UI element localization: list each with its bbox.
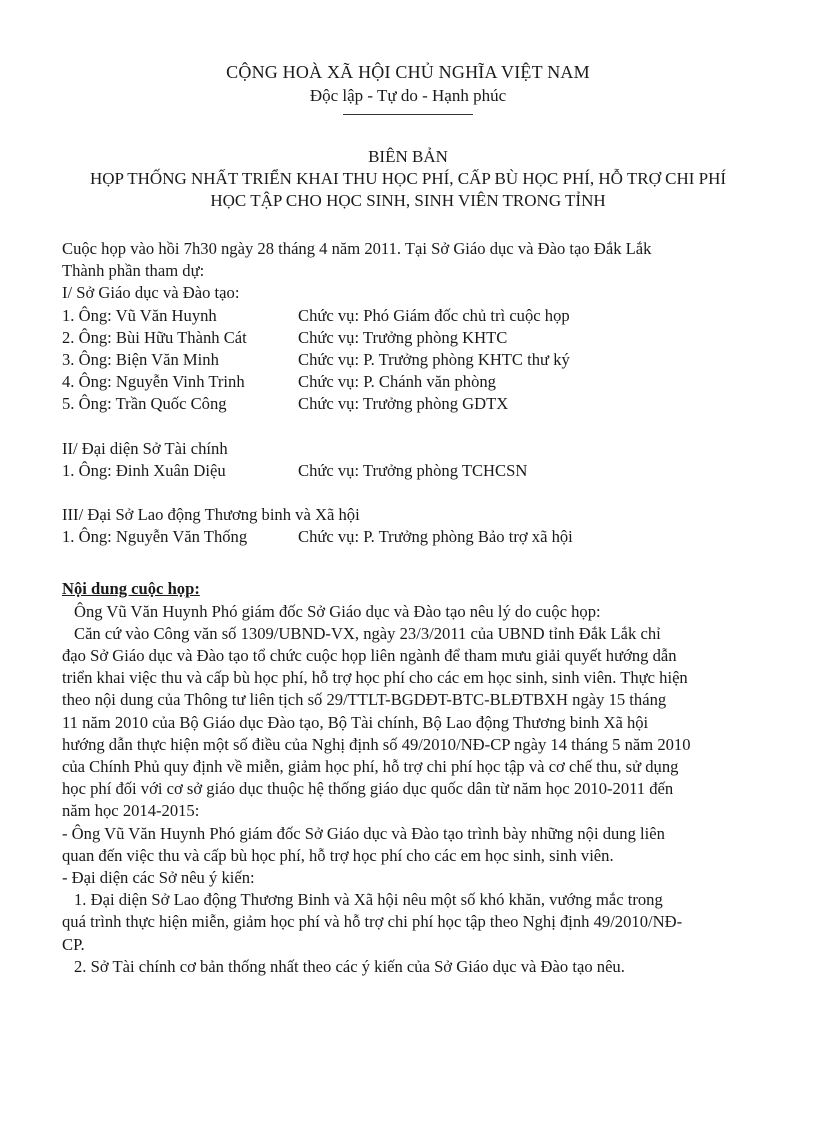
document-title — [0, 146, 816, 212]
paragraph-line: hướng dẫn thực hiện một số điều của Nghị định số 49/2010/NĐ-CP ngày 14 tháng 5 năm 2010 — [62, 734, 691, 754]
group-heading: II/ Đại diện Sở Tài chính — [62, 438, 228, 458]
title-line-2: HỌP THỐNG NHẤT TRIỂN KHAI THU HỌC PHÍ, CẤP BÙ HỌC PHÍ, HỖ TRỢ CHI PHÍ — [89, 169, 727, 188]
paragraph-line: học phí đối với cơ sở giáo dục thuộc hệ thống giáo dục quốc dân từ năm học 2010-2011 đến — [62, 779, 674, 799]
paragraph-line: Căn cứ vào Công văn số 1309/UBND-VX, ngày 23/3/2011 của UBND tỉnh Đắk Lắk chỉ — [74, 623, 661, 643]
paragraph-line: đạo Sở Giáo dục và Đào tạo tổ chức cuộc họp liên ngành để tham mưu giải quyết hướng dẫn — [62, 646, 677, 666]
attendee-name: 4. Ông: Nguyễn Vinh Trinh — [62, 372, 245, 392]
document-body — [62, 238, 762, 978]
title-line-3: HỌC TẬP CHO HỌC SINH, SINH VIÊN TRONG TỈNH — [210, 191, 606, 210]
group-heading: I/ Sở Giáo dục và Đào tạo: — [62, 283, 240, 303]
attendee-role: Chức vụ: P. Trưởng phòng Bảo trợ xã hội — [298, 527, 573, 547]
spacer — [62, 548, 762, 570]
attendee-name: 3. Ông: Biện Văn Minh — [62, 350, 219, 370]
attendee-name: 2. Ông: Bùi Hữu Thành Cát — [62, 327, 247, 347]
attendee-role: Chức vụ: Trưởng phòng KHTC — [298, 327, 508, 347]
paragraph-line: triển khai việc thu và cấp bù học phí, hỗ trợ học phí cho các em học sinh, sinh viên. Thực hiện — [62, 668, 688, 688]
paragraph-line: 2. Sở Tài chính cơ bản thống nhất theo các ý kiến của Sở Giáo dục và Đào tạo nêu. — [74, 956, 625, 976]
paragraph-line: năm học 2014-2015: — [62, 801, 200, 821]
nation-title: CỘNG HOÀ XÃ HỘI CHỦ NGHĨA VIỆT NAM — [226, 62, 590, 82]
national-header — [0, 60, 816, 115]
attendee-role: Chức vụ: Trưởng phòng TCHCSN — [298, 460, 528, 480]
paragraph-line: quan đến việc thu và cấp bù học phí, hỗ trợ học phí cho các em học sinh, sinh viên. — [62, 845, 614, 865]
attendee-row — [62, 460, 762, 482]
attendees-label: Thành phần tham dự: — [62, 261, 205, 281]
attendee-row — [62, 371, 762, 393]
spacer — [62, 482, 762, 504]
attendee-row — [62, 349, 762, 371]
group-heading: III/ Đại Sở Lao động Thương binh và Xã hội — [62, 505, 360, 525]
attendee-name: 1. Ông: Đinh Xuân Diệu — [62, 460, 226, 480]
attendee-row — [62, 305, 762, 327]
intro-line: Cuộc họp vào hồi 7h30 ngày 28 tháng 4 năm 2011. Tại Sở Giáo dục và Đào tạo Đắk Lắk — [62, 239, 652, 258]
paragraph-line: theo nội dung của Thông tư liên tịch số 29/TTLT-BGDĐT-BTC-BLĐTBXH ngày 15 tháng — [62, 690, 667, 710]
paragraph-line: của Chính Phủ quy định về miễn, giảm học phí, hỗ trợ chi phí học tập và cơ chế thu, sử dụng — [62, 757, 679, 777]
paragraph-line: CP. — [62, 934, 85, 954]
attendee-role: Chức vụ: P. Trưởng phòng KHTC thư ký — [298, 350, 570, 370]
spacer — [62, 416, 762, 438]
attendee-name: 5. Ông: Trần Quốc Công — [62, 394, 227, 414]
content-heading: Nội dung cuộc họp: — [62, 579, 200, 599]
header-divider — [343, 114, 473, 115]
paragraph-line: 11 năm 2010 của Bộ Giáo dục Đào tạo, Bộ Tài chính, Bộ Lao động Thương binh Xã hội — [62, 712, 649, 732]
paragraph-line: - Ông Vũ Văn Huynh Phó giám đốc Sở Giáo dục và Đào tạo trình bày những nội dung liên — [62, 823, 665, 843]
attendee-name: 1. Ông: Vũ Văn Huynh — [62, 305, 217, 325]
paragraph-line: - Đại diện các Sở nêu ý kiến: — [62, 868, 255, 888]
attendee-row — [62, 393, 762, 415]
attendee-row — [62, 526, 762, 548]
attendee-row — [62, 327, 762, 349]
opening-statement: Ông Vũ Văn Huynh Phó giám đốc Sở Giáo dục và Đào tạo nêu lý do cuộc họp: — [74, 601, 601, 621]
paragraph-line: quá trình thực hiện miễn, giảm học phí và hỗ trợ chi phí học tập theo Nghị định 49/2010/NĐ- — [62, 912, 683, 932]
nation-motto: Độc lập - Tự do - Hạnh phúc — [309, 86, 507, 105]
title-line-1: BIÊN BẢN — [368, 147, 448, 166]
paragraph-line: 1. Đại diện Sở Lao động Thương Binh và Xã hội nêu một số khó khăn, vướng mắc trong — [74, 890, 663, 910]
attendee-role: Chức vụ: Trưởng phòng GDTX — [298, 394, 509, 414]
attendee-role: Chức vụ: P. Chánh văn phòng — [298, 372, 496, 392]
attendee-name: 1. Ông: Nguyễn Văn Thống — [62, 527, 248, 547]
attendee-role: Chức vụ: Phó Giám đốc chủ trì cuộc họp — [298, 305, 570, 325]
